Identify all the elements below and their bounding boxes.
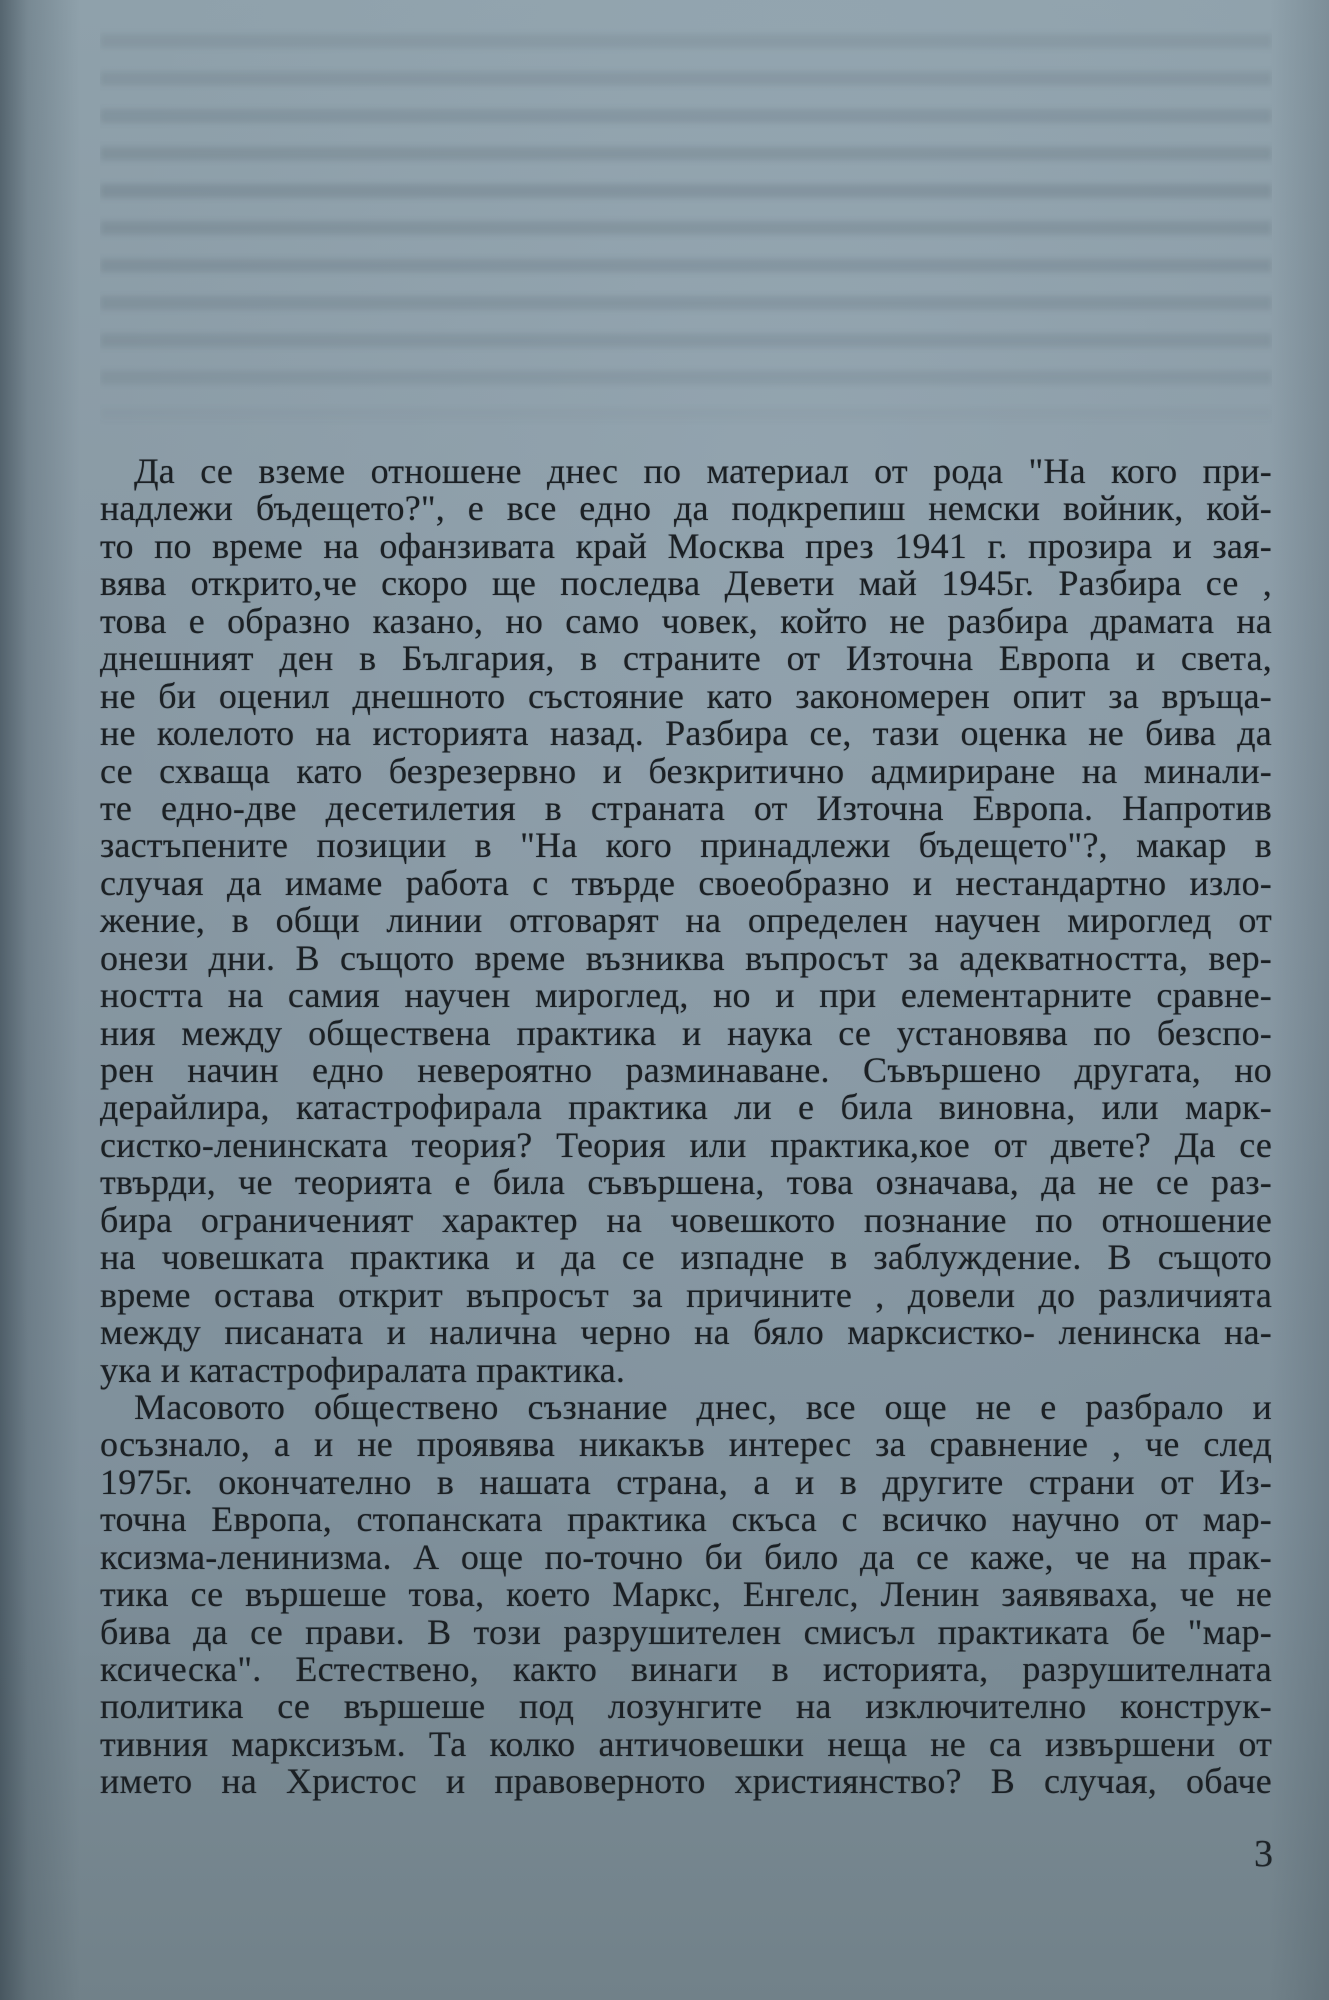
- bleed-through-shadow: [100, 22, 1272, 432]
- text-line: на човешката практика и да се изпадне в заблуждение. В същото: [100, 1237, 1272, 1278]
- text-line: тика се вършеше това, което Маркс, Енгелс, Ленин заявяваха, че не: [100, 1574, 1272, 1615]
- text-line: ксическа". Естествено, както винаги в историята, разрушителната: [100, 1649, 1272, 1689]
- text-line: бива да се прави. В този разрушителен смисъл практиката бе "мар-: [100, 1611, 1272, 1652]
- text-line: то по време на офанзивата край Москва през 1941 г. прозира и зая-: [100, 525, 1272, 566]
- paragraph: [100, 453, 1272, 1389]
- text-line: дерайлира, катастрофирала практика ли е била виновна, или марк-: [100, 1087, 1272, 1128]
- text-line: вява открито,че скоро ще последва Девети май 1945г. Разбира се ,: [100, 563, 1272, 604]
- text-line: 1975г. окончателно в нашата страна, а и в другите страни от Из-: [100, 1461, 1272, 1502]
- text-line: рен начин едно невероятно разминаване. Съвършено другата, но: [100, 1050, 1272, 1090]
- text-line: застъпените позиции в "На кого принадлежи бъдещето"?, макар в: [100, 825, 1272, 866]
- text-line: онези дни. В същото време възниква въпросът за адекватността, вер-: [100, 937, 1272, 978]
- text-line: жение, в общи линии отговарят на определен научен мироглед от: [100, 900, 1272, 941]
- text-line: Да се вземе отношене днес по материал от рода "На кого при-: [134, 451, 1272, 491]
- text-line: ука и катастрофиралата практика.: [100, 1349, 626, 1390]
- text-line: време остава открит въпросът за причините , довели до различията: [100, 1274, 1272, 1315]
- text-line: политика се вършеше под лозунгите на изключително конструк-: [100, 1686, 1272, 1727]
- text-line: ния между обществена практика и наука се установява по безспо-: [100, 1012, 1272, 1053]
- text-line: бира ограниченият характер на човешкото познание по отношение: [100, 1199, 1272, 1240]
- text-line: между писаната и налична черно на бяло марксистко- ленинска на-: [100, 1312, 1272, 1353]
- text-line: не би оценил днешното състояние като закономерен опит за връща-: [100, 675, 1272, 716]
- text-line: твърди, че теорията е била съвършена, това означава, да не се раз-: [100, 1162, 1272, 1203]
- text-line: случая да имаме работа с твърде своеобразно и нестандартно изло-: [100, 862, 1272, 903]
- text-line: систко-ленинската теория? Теория или практика,кое от двете? Да се: [100, 1124, 1272, 1165]
- text-line: днешният ден в България, в страните от Източна Европа и света,: [100, 638, 1272, 679]
- text-line: ксизма-ленинизма. А още по-точно би било да се каже, че на прак-: [100, 1536, 1272, 1577]
- text-line: се схваща като безрезервно и безкритично адмириране на минали-: [100, 750, 1272, 791]
- text-line: те едно-две десетилетия в страната от Източна Европа. Напротив: [100, 787, 1272, 828]
- page-number: 3: [1254, 1833, 1273, 1875]
- text-line: името на Христос и правоверното християнство? В случая, обаче: [100, 1761, 1272, 1802]
- text-line: това е образно казано, но само човек, който не разбира драмата на: [100, 600, 1272, 641]
- text-line: не колелото на историята назад. Разбира се, тази оценка не бива да: [100, 713, 1272, 754]
- paragraph: [100, 1386, 1272, 1802]
- text-line: осъзнало, а и не проявява никакъв интерес за сравнение , че след: [100, 1424, 1272, 1465]
- page-text: [100, 453, 1272, 1801]
- text-line: тивния марксизъм. Та колко античовешки неща не са извършени от: [100, 1723, 1272, 1764]
- text-line: ността на самия научен мироглед, но и при елементарните сравне-: [100, 975, 1272, 1016]
- text-line: точна Европа, стопанската практика скъса с всичко научно от мар-: [100, 1499, 1272, 1540]
- text-line: надлежи бъдещето?", е все едно да подкрепиш немски войник, кой-: [100, 488, 1272, 529]
- text-line: Масовото обществено съзнание днес, все още не е разбрало и: [134, 1386, 1272, 1427]
